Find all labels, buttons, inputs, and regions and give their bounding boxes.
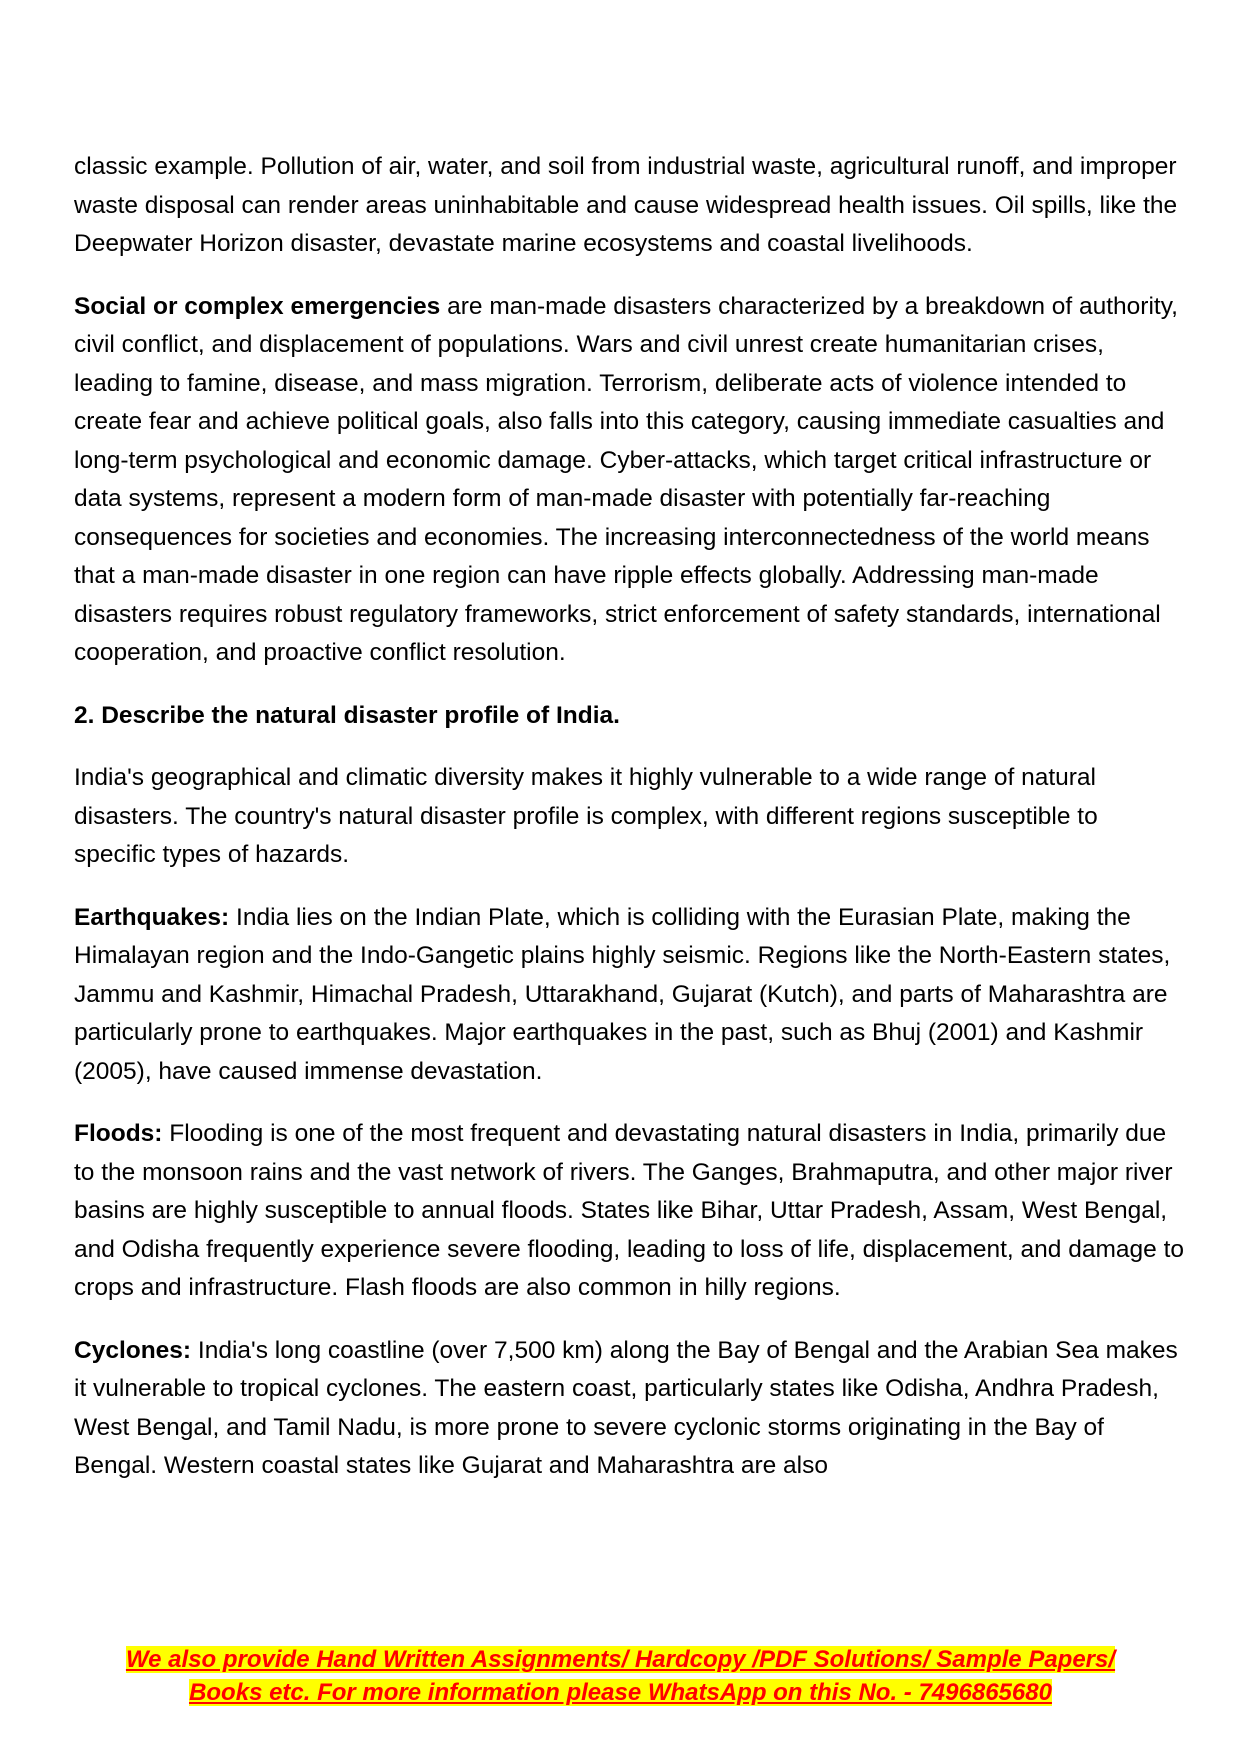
promo-line-1: We also provide Hand Written Assignments/ Hardcopy /PDF Solutions/ Sample Papers/ bbox=[125, 1646, 1116, 1673]
section-floods bbox=[74, 1115, 1184, 1308]
promo-line-2: Books etc. For more information please WhatsApp on this No. - 7496865680 bbox=[189, 1679, 1052, 1706]
section-lead: Floods: bbox=[74, 1120, 163, 1147]
question-heading: 2. Describe the natural disaster profile of India. bbox=[74, 701, 620, 729]
section-text: India's long coastline (over 7,500 km) along the Bay of Bengal and the Arabian Sea makes it vulnerable to tropical cyclones. The eastern coast, particularly states like Odisha, Andhra Pradesh, West Bengal, and Tamil Nadu, is more prone to severe cyclonic storms originating in the Bay of Bengal. Western coastal states like Gujarat and Maharashtra are also bbox=[74, 1336, 1178, 1479]
paragraph-text: classic example. Pollution of air, water, and soil from industrial waste, agricultural runoff, and improper waste disposal can render areas uninhabitable and cause widespread health issues. Oil spills, like the Deepwater Horizon disaster, devastate marine ecosystems and coastal livelihoods. bbox=[74, 153, 1178, 257]
promo-footer bbox=[0, 1643, 1241, 1709]
section-lead: Earthquakes: bbox=[74, 903, 230, 931]
intro-paragraph: India's geographical and climatic diversity makes it highly vulnerable to a wide range of natural disasters. The country's natural disaster profile is complex, with different regions susceptible to specific types of hazards. bbox=[74, 764, 1098, 868]
paragraph-social-emergencies bbox=[74, 288, 1184, 673]
paragraph-pollution bbox=[74, 148, 1184, 264]
paragraph-text: are man-made disasters characterized by a breakdown of authority, civil conflict, and displacement of populations. Wars and civil unrest create humanitarian crises, leading to famine, disease, and mass migration. Terrorism, deliberate acts of violence intended to create fear and achieve political goals, also falls into this category, causing immediate casualties and long-term psychological and economic damage. Cyber-attacks, which target critical infrastructure or data systems, represent a modern form of man-made disaster with potentially far-reaching consequences for societies and economies. The increasing interconnectedness of the world means that a man-made disaster in one region can have ripple effects globally. Addressing man-made disasters requires robust regulatory frameworks, strict enforcement of safety standards, international cooperation, and proactive conflict resolution. bbox=[74, 292, 1178, 666]
document-body bbox=[74, 148, 1184, 1510]
section-text: Flooding is one of the most frequent and devastating natural disasters in India, primarily due to the monsoon rains and the vast network of rivers. The Ganges, Brahmaputra, and other major river basins are highly susceptible to annual floods. States like Bihar, Uttar Pradesh, Assam, West Bengal, and Odisha frequently experience severe flooding, leading to loss of life, displacement, and damage to crops and infrastructure. Flash floods are also common in hilly regions. bbox=[74, 1120, 1185, 1301]
paragraph-lead: Social or complex emergencies bbox=[74, 292, 441, 320]
section-cyclones bbox=[74, 1332, 1184, 1486]
section-lead: Cyclones: bbox=[74, 1336, 192, 1364]
section-earthquakes bbox=[74, 899, 1184, 1092]
section-text: India lies on the Indian Plate, which is colliding with the Eurasian Plate, making the Himalayan region and the Indo-Gangetic plains highly seismic. Regions like the North-Eastern states, Jammu and Kashmir, Himachal Pradesh, Uttarakhand, Gujarat (Kutch), and parts of Maharashtra are particularly prone to earthquakes. Major earthquakes in the past, such as Bhuj (2001) and Kashmir (2005), have caused immense devastation. bbox=[74, 903, 1171, 1085]
